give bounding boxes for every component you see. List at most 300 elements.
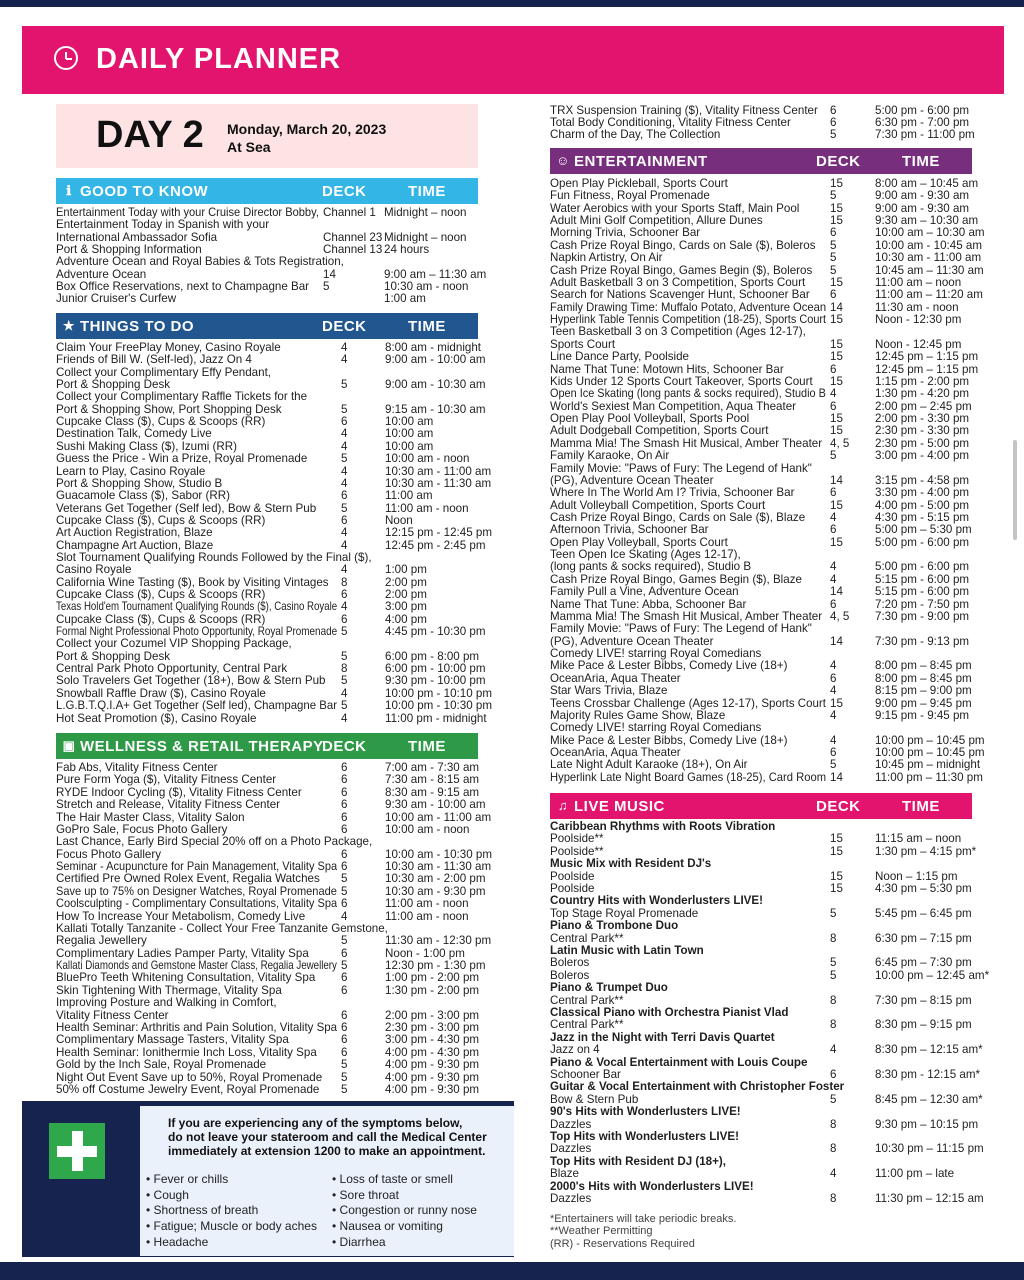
schedule-row: [550, 660, 983, 672]
deck-value: 4, 5: [830, 436, 850, 450]
deck-value: 5: [830, 251, 837, 265]
event-name: Formal Night Professional Photo Opportunity, Royal Promenade: [56, 625, 338, 639]
deck-value: 15: [830, 498, 843, 512]
schedule-row: [550, 524, 983, 536]
symptom-item: • Sore throat: [332, 1187, 399, 1202]
event-name: Teen Open Ice Skating (Ages 12-17),: [550, 548, 741, 562]
symptom-item: • Fatigue; Muscle or body aches: [146, 1219, 317, 1234]
event-name: Open Play Volleyball, Sports Court: [550, 535, 728, 549]
deck-value: Channel 23: [323, 230, 383, 244]
deck-value: 15: [830, 844, 843, 858]
time-value: 10:30 am - 9:30 pm: [385, 884, 486, 898]
deck-value: 15: [830, 869, 843, 883]
event-name: Central Park**: [550, 1018, 624, 1032]
time-value: 1:30 pm - 4:20 pm: [875, 387, 970, 401]
deck-value: 8: [830, 1117, 837, 1131]
footnote: (RR) - Reservations Required: [550, 1237, 695, 1250]
schedule-row: [550, 561, 983, 573]
time-value: 10:00 pm - 10:30 pm: [385, 699, 492, 713]
deck-value: 4: [341, 711, 348, 725]
deck-value: 4: [830, 560, 837, 574]
time-value: 5:00 pm – 5:30 pm: [875, 523, 972, 537]
deck-value: 15: [830, 374, 843, 388]
schedule-row: [56, 453, 493, 465]
event-name: Central Park**: [550, 993, 624, 1007]
section-header-wellness: [56, 733, 478, 759]
deck-value: 15: [830, 350, 843, 364]
event-name: Family Movie: "Paws of Fury: The Legend of Hank": [550, 622, 812, 636]
event-name: Poolside: [550, 882, 595, 895]
schedule-row: [56, 527, 493, 539]
footnotes: [550, 1213, 736, 1250]
time-value: 2:00 pm – 2:45 pm: [875, 399, 972, 413]
time-value: 4:00 pm - 4:30 pm: [385, 1045, 480, 1059]
time-value: 10:30 am - noon: [384, 280, 469, 294]
event-name: Open Ice Skating (long pants & socks required), Studio B: [550, 387, 826, 401]
time-value: 12:15 pm - 12:45 pm: [385, 526, 492, 540]
deck-value: 6: [830, 486, 837, 500]
event-name: Save up to 75% on Designer Watches, Royal Promenade: [56, 884, 337, 898]
deck-column-header: DECK: [322, 318, 367, 335]
time-value: 10:45 am – 11:30 am: [875, 263, 984, 277]
time-value: 2:30 pm - 5:00 pm: [875, 436, 970, 450]
day-number: DAY 2: [96, 114, 204, 156]
time-value: 3:00 pm: [385, 600, 427, 614]
deck-value: 15: [830, 337, 843, 351]
schedule-row: [56, 638, 493, 650]
event-name: Piano & Vocal Entertainment with Louis Coupe: [550, 1055, 808, 1069]
event-name: Jazz on 4: [550, 1043, 600, 1057]
event-name: Entertainment Today in Spanish with your: [56, 218, 270, 232]
schedule-row: [56, 601, 493, 613]
deck-value: 14: [830, 473, 843, 487]
deck-column-header: DECK: [322, 738, 367, 755]
time-value: 2:00 pm: [385, 588, 427, 601]
event-name: (long pants & socks required), Studio B: [550, 560, 752, 574]
top-border: [0, 0, 1024, 7]
deck-value: 6: [830, 1068, 837, 1081]
deck-value: 6: [341, 415, 348, 429]
deck-value: 8: [830, 1192, 837, 1205]
event-name: Schooner Bar: [550, 1068, 621, 1081]
event-name: Cash Prize Royal Bingo, Games Begin ($), Blaze: [550, 572, 802, 586]
deck-value: 6: [830, 523, 837, 537]
deck-value: 6: [341, 773, 348, 787]
event-name: Stretch and Release, Vitality Fitness Center: [56, 798, 281, 812]
schedule-row: [56, 1084, 493, 1096]
schedule-row: [550, 1193, 983, 1205]
time-value: 12:45 pm – 1:15 pm: [875, 350, 979, 364]
event-name: Improving Posture and Walking in Comfort,: [56, 996, 277, 1010]
event-name: Family Drawing Time: Muffalo Potato, Adventure Ocean: [550, 300, 827, 314]
event-name: Solo Travelers Get Together (18+), Bow & Stern Pub: [56, 674, 326, 688]
time-value: Midnight – noon: [384, 206, 467, 219]
time-value: 10:00 am - 10:30 pm: [385, 847, 492, 861]
deck-value: 6: [830, 399, 837, 413]
medical-cross-icon: [49, 1123, 105, 1179]
date-text: Monday, March 20, 2023: [227, 121, 387, 137]
event-name: Open Play Pickleball, Sports Court: [550, 177, 728, 190]
time-value: 11:00 am - noon: [385, 501, 469, 515]
event-name: RYDE Indoor Cycling ($), Vitality Fitness Center: [56, 785, 302, 799]
person-icon: ★: [62, 318, 76, 333]
event-name: Sushi Making Class ($), Izumi (RR): [56, 439, 238, 453]
deck-value: 6: [341, 1045, 348, 1059]
deck-value: 6: [341, 810, 348, 824]
performer-heading: [550, 982, 983, 994]
time-value: 7:30 pm - 9:00 pm: [875, 609, 970, 623]
time-value: 10:00 am - noon: [385, 452, 470, 466]
deck-value: 6: [341, 897, 348, 911]
time-value: 4:00 pm - 9:30 pm: [385, 1058, 480, 1072]
event-name: Caribbean Rhythms with Roots Vibration: [550, 820, 776, 833]
section-title: ENTERTAINMENT: [574, 153, 708, 170]
deck-value: 5: [341, 699, 348, 713]
deck-value: 6: [830, 226, 837, 240]
section-title: WELLNESS & RETAIL THERAPY: [80, 738, 324, 755]
event-name: Adult Volleyball Competition, Sports Court: [550, 498, 766, 512]
time-value: 6:45 pm – 7:30 pm: [875, 956, 972, 970]
time-value: 10:30 am - 11:00 am: [875, 251, 982, 265]
schedule-row: [56, 713, 493, 725]
schedule-row: [56, 428, 493, 440]
medical-message-line: If you are experiencing any of the symptoms below,: [168, 1116, 463, 1130]
deck-value: 15: [830, 696, 843, 710]
deck-value: 14: [830, 300, 843, 314]
time-value: 7:30 am - 8:15 am: [385, 773, 480, 787]
deck-value: 15: [830, 201, 843, 215]
schedule-row: [550, 586, 983, 598]
time-value: 6:00 pm - 10:00 pm: [385, 662, 486, 676]
time-value: 10:00 pm – 10:45 pm: [875, 746, 985, 760]
deck-value: 15: [830, 535, 843, 549]
footnote: *Entertainers will take periodic breaks.: [550, 1213, 737, 1225]
time-value: 10:00 am - noon: [385, 822, 470, 836]
event-name: 2000's Hits with Wonderlusters LIVE!: [550, 1179, 754, 1193]
event-name: Port & Shopping Show, Port Shopping Desk: [56, 402, 282, 416]
deck-value: 15: [830, 832, 843, 846]
deck-value: 5: [341, 452, 348, 466]
event-name: Name That Tune: Abba, Schooner Bar: [550, 597, 747, 611]
time-value: 9:30 am – 10:30 am: [875, 214, 979, 228]
performer-heading: [550, 1106, 983, 1118]
event-name: Dazzles: [550, 1192, 592, 1205]
deck-value: 6: [830, 362, 837, 376]
deck-value: 5: [341, 1070, 348, 1084]
schedule-row: [56, 935, 493, 947]
deck-value: 4: [341, 600, 348, 614]
deck-value: 4: [830, 708, 837, 722]
time-value: 7:30 pm – 8:15 pm: [875, 993, 972, 1007]
event-name: Mike Pace & Lester Bibbs, Comedy Live (18+): [550, 733, 788, 747]
event-name: (PG), Adventure Ocean Theater: [550, 634, 714, 648]
event-name: Adult Dodgeball Competition, Sports Court: [550, 424, 769, 438]
deck-value: 6: [341, 847, 348, 861]
clock-icon: [54, 46, 78, 70]
deck-value: 15: [830, 424, 843, 438]
deck-value: 6: [830, 104, 837, 117]
time-value: 4:00 pm: [385, 612, 427, 626]
symptom-item: • Cough: [146, 1187, 189, 1202]
event-name: Piano & Trumpet Duo: [550, 981, 668, 995]
time-value: 6:30 pm - 7:00 pm: [875, 116, 970, 130]
deck-value: 5: [830, 263, 837, 277]
event-name: Health Seminar: Arthritis and Pain Solution, Vitality Spa: [56, 1020, 338, 1034]
time-value: 5:00 pm - 6:00 pm: [875, 104, 970, 117]
symptom-item: • Shortness of breath: [146, 1203, 259, 1218]
time-value: 10:00 pm – 10:45 pm: [875, 733, 985, 747]
event-name: Cupcake Class ($), Cups & Scoops (RR): [56, 415, 266, 429]
deck-value: 4: [341, 909, 348, 923]
time-value: 11:00 am – noon: [875, 275, 962, 289]
time-column-header: TIME: [902, 798, 940, 815]
time-value: 5:00 pm - 6:00 pm: [875, 535, 970, 549]
daily-planner-banner: [22, 26, 1004, 94]
time-value: 11:00 pm – 11:30 pm: [875, 770, 983, 784]
time-value: 12:30 pm - 1:30 pm: [385, 959, 486, 973]
time-value: 1:00 am: [384, 292, 426, 306]
time-value: 10:30 am - 11:30 am: [385, 476, 492, 490]
deck-value: 5: [341, 959, 348, 973]
schedule-row: [550, 425, 983, 437]
time-value: 4:45 pm - 10:30 pm: [385, 625, 486, 639]
event-name: Hyperlink Table Tennis Competition (18-25), Sports Court: [550, 313, 827, 327]
time-value: Midnight – noon: [384, 230, 467, 244]
time-value: 7:20 pm - 7:50 pm: [875, 597, 970, 611]
schedule-row: [56, 1034, 493, 1046]
schedule-row: [56, 293, 492, 305]
time-value: 1:15 pm - 2:00 pm: [875, 374, 970, 388]
time-value: 11:00 pm - midnight: [385, 711, 487, 725]
event-name: Cupcake Class ($), Cups & Scoops (RR): [56, 513, 266, 527]
event-name: Water Aerobics with your Sports Staff, Main Pool: [550, 201, 800, 215]
schedule-row: [550, 957, 983, 969]
event-name: Late Night Adult Karaoke (18+), On Air: [550, 758, 748, 772]
event-name: Star Wars Trivia, Blaze: [550, 684, 668, 698]
deck-value: 4: [341, 353, 348, 367]
event-name: Comedy LIVE! starring Royal Comedians: [550, 647, 762, 661]
deck-value: 6: [341, 860, 348, 874]
time-value: 11:00 am: [385, 489, 433, 503]
performer-heading: [550, 1081, 983, 1093]
event-name: Total Body Conditioning, Vitality Fitness Center: [550, 116, 791, 130]
event-name: Kids Under 12 Sports Court Takeover, Sports Court: [550, 374, 813, 388]
date-block: [227, 120, 386, 156]
deck-value: 5: [341, 378, 348, 392]
time-value: 9:30 pm - 10:00 pm: [385, 674, 486, 688]
event-name: Health Seminar: Ionithermie Inch Loss, Vitality Spa: [56, 1045, 317, 1059]
event-name: Champagne Art Auction, Blaze: [56, 538, 214, 552]
event-name: Where In The World Am I? Trivia, Schooner Bar: [550, 486, 795, 500]
event-name: Poolside**: [550, 844, 604, 858]
time-value: 10:30 am - 11:00 am: [385, 464, 492, 478]
deck-value: 4: [341, 538, 348, 552]
event-name: Guess the Price - Win a Prize, Royal Promenade: [56, 452, 308, 466]
time-value: 12:45 pm - 2:45 pm: [385, 538, 486, 552]
event-name: Boleros: [550, 968, 590, 982]
deck-value: 15: [830, 412, 843, 426]
event-name: Comedy LIVE! starring Royal Comedians: [550, 721, 762, 735]
schedule-row: [550, 1044, 983, 1056]
event-name: Regalia Jewellery: [56, 934, 147, 948]
event-name: Blaze: [550, 1167, 580, 1181]
event-name: Guacamole Class ($), Sabor (RR): [56, 489, 230, 503]
event-name: Hot Seat Promotion ($), Casino Royale: [56, 711, 257, 725]
symptom-item: • Fever or chills: [146, 1172, 229, 1186]
deck-value: 6: [341, 1008, 348, 1022]
scrollbar-thumb[interactable]: [1013, 440, 1017, 540]
time-value: 24 hours: [384, 243, 430, 257]
symptom-item: • Loss of taste or smell: [332, 1172, 453, 1186]
deck-value: 6: [341, 588, 348, 601]
time-value: 11:00 am - noon: [385, 897, 469, 911]
medical-notice-panel: [140, 1106, 514, 1256]
time-value: 7:30 pm - 11:00 pm: [875, 128, 975, 142]
deck-column-header: DECK: [816, 153, 861, 170]
deck-value: 6: [830, 671, 837, 685]
event-name: Classical Piano with Orchestra Pianist Vlad: [550, 1006, 789, 1019]
section-title: GOOD TO KNOW: [80, 183, 209, 200]
event-name: Collect your Complimentary Raffle Tickets for the: [56, 390, 308, 404]
event-name: Teens Crossbar Challenge (Ages 12-17), Sports Court: [550, 696, 826, 710]
event-name: Complimentary Ladies Pamper Party, Vitality Spa: [56, 946, 309, 960]
deck-value: 4: [830, 659, 837, 673]
medical-message-line: do not leave your stateroom and call the Medical Center: [168, 1130, 487, 1144]
deck-value: 15: [830, 882, 843, 895]
deck-value: 4: [341, 526, 348, 540]
event-name: Last Chance, Early Bird Special 20% off on a Photo Package,: [56, 835, 373, 849]
deck-column-header: DECK: [322, 183, 367, 200]
schedule-row: [550, 833, 983, 845]
time-value: 11:30 pm – 12:15 am: [875, 1192, 984, 1205]
event-name: Hyperlink Late Night Board Games (18-25), Card Room: [550, 770, 827, 784]
deck-value: 5: [341, 501, 348, 515]
time-value: 8:30 pm - 12:15 am*: [875, 1068, 981, 1081]
event-name: Collect your Complimentary Effy Pendant,: [56, 365, 272, 379]
section-header-entertainment: [550, 148, 972, 174]
time-value: 8:45 pm – 12:30 am*: [875, 1092, 983, 1106]
deck-value: 6: [341, 822, 348, 836]
deck-value: 5: [830, 758, 837, 772]
schedule-row: [56, 391, 493, 403]
time-value: 6:30 pm – 7:15 pm: [875, 931, 972, 945]
deck-value: 8: [341, 662, 348, 676]
time-value: Noon - 12:45 pm: [875, 337, 962, 351]
time-value: 8:15 pm – 9:00 pm: [875, 684, 972, 698]
time-value: 11:00 pm – late: [875, 1167, 955, 1181]
deck-value: 5: [341, 625, 348, 639]
deck-value: 5: [341, 1058, 348, 1072]
event-name: 50% off Costume Jewelry Event, Royal Promenade: [56, 1082, 320, 1096]
event-name: Napkin Artistry, On Air: [550, 251, 663, 265]
time-value: 12:45 pm – 1:15 pm: [875, 362, 979, 376]
event-name: Port & Shopping Show, Studio B: [56, 476, 223, 490]
event-name: Adult Basketball 3 on 3 Competition, Sports Court: [550, 275, 806, 289]
schedule-row: [550, 623, 983, 635]
deck-value: 4: [830, 1043, 837, 1057]
event-name: Afternoon Trivia, Schooner Bar: [550, 523, 709, 537]
event-name: Guitar & Vocal Entertainment with Christopher Foster: [550, 1080, 845, 1094]
event-name: Teen Basketball 3 on 3 Competition (Ages 12-17),: [550, 325, 806, 339]
banner-title: DAILY PLANNER: [96, 43, 342, 75]
time-value: 7:00 am - 7:30 am: [385, 761, 480, 774]
event-name: Snowball Raffle Draw ($), Casino Royale: [56, 686, 266, 700]
bottom-border: [0, 1262, 1024, 1280]
schedule-row: [56, 972, 493, 984]
time-column-header: TIME: [902, 153, 940, 170]
event-name: Port & Shopping Information: [56, 243, 202, 257]
event-name: Dazzles: [550, 1142, 592, 1156]
event-name: Central Park Photo Opportunity, Central Park: [56, 662, 288, 676]
performer-heading: [550, 895, 983, 907]
event-name: Majority Rules Game Show, Blaze: [550, 708, 726, 722]
event-name: OceanAria, Aqua Theater: [550, 746, 681, 760]
deck-value: 4: [830, 1167, 837, 1181]
deck-value: 15: [830, 214, 843, 228]
deck-value: 15: [830, 313, 843, 327]
event-name: Adult Mini Golf Competition, Allure Dunes: [550, 214, 763, 228]
time-value: 9:15 pm - 9:45 pm: [875, 708, 970, 722]
event-name: Boleros: [550, 956, 590, 970]
time-value: 5:15 pm - 6:00 pm: [875, 572, 970, 586]
deck-value: 4: [341, 476, 348, 490]
time-value: Noon – 1:15 pm: [875, 869, 958, 883]
time-value: 5:00 pm - 6:00 pm: [875, 560, 970, 574]
time-value: 9:00 am - 10:00 am: [385, 353, 486, 367]
event-name: Texas Hold'em Tournament Qualifying Rounds ($), Casino Royale: [56, 600, 338, 614]
deck-value: Channel 1: [323, 206, 376, 219]
time-value: 9:15 am - 10:30 am: [385, 402, 486, 416]
deck-value: 14: [830, 634, 843, 648]
event-name: Collect your Cozumel VIP Shopping Package,: [56, 637, 292, 651]
time-value: 8:00 pm – 8:45 pm: [875, 659, 972, 673]
schedule-row: [56, 774, 493, 786]
event-name: Certified Pre Owned Rolex Event, Regalia Watches: [56, 872, 320, 886]
symptoms-left: [146, 1172, 317, 1251]
deck-value: 15: [830, 177, 843, 190]
deck-value: 14: [830, 770, 843, 784]
schedule-row: [56, 799, 493, 811]
schedule-row: [550, 388, 983, 400]
deck-value: 4: [341, 427, 348, 441]
schedule-row: [56, 1059, 493, 1071]
symptoms-right: [332, 1172, 477, 1251]
symptom-item: • Diarrhea: [332, 1234, 386, 1249]
deck-value: 5: [341, 884, 348, 898]
event-name: California Wine Tasting ($), Book by Visiting Vintages: [56, 575, 329, 589]
time-column-header: TIME: [408, 738, 446, 755]
event-name: Art Auction Registration, Blaze: [56, 526, 213, 540]
deck-value: 4: [830, 510, 837, 524]
schedule-row: [550, 227, 983, 239]
deck-value: 6: [341, 798, 348, 812]
event-name: Complimentary Massage Tasters, Vitality Spa: [56, 1033, 289, 1047]
medical-message: [168, 1116, 487, 1158]
deck-value: 8: [341, 575, 348, 589]
event-name: Open Play Pool Volleyball, Sports Pool: [550, 412, 750, 426]
time-value: 7:30 pm - 9:13 pm: [875, 634, 970, 648]
deck-value: 5: [830, 906, 837, 920]
deck-value: 8: [830, 1018, 837, 1032]
time-value: 3:15 pm - 4:58 pm: [875, 473, 970, 487]
event-name: Piano & Trombone Duo: [550, 919, 679, 933]
schedule-row: [550, 772, 983, 784]
deck-value: 14: [323, 267, 336, 281]
event-name: Gold by the Inch Sale, Royal Promenade: [56, 1058, 267, 1072]
schedule-row: [56, 564, 493, 576]
event-name: Kallati Diamonds and Gemstone Master Class, Regalia Jewellery: [56, 959, 337, 973]
deck-value: 6: [830, 597, 837, 611]
